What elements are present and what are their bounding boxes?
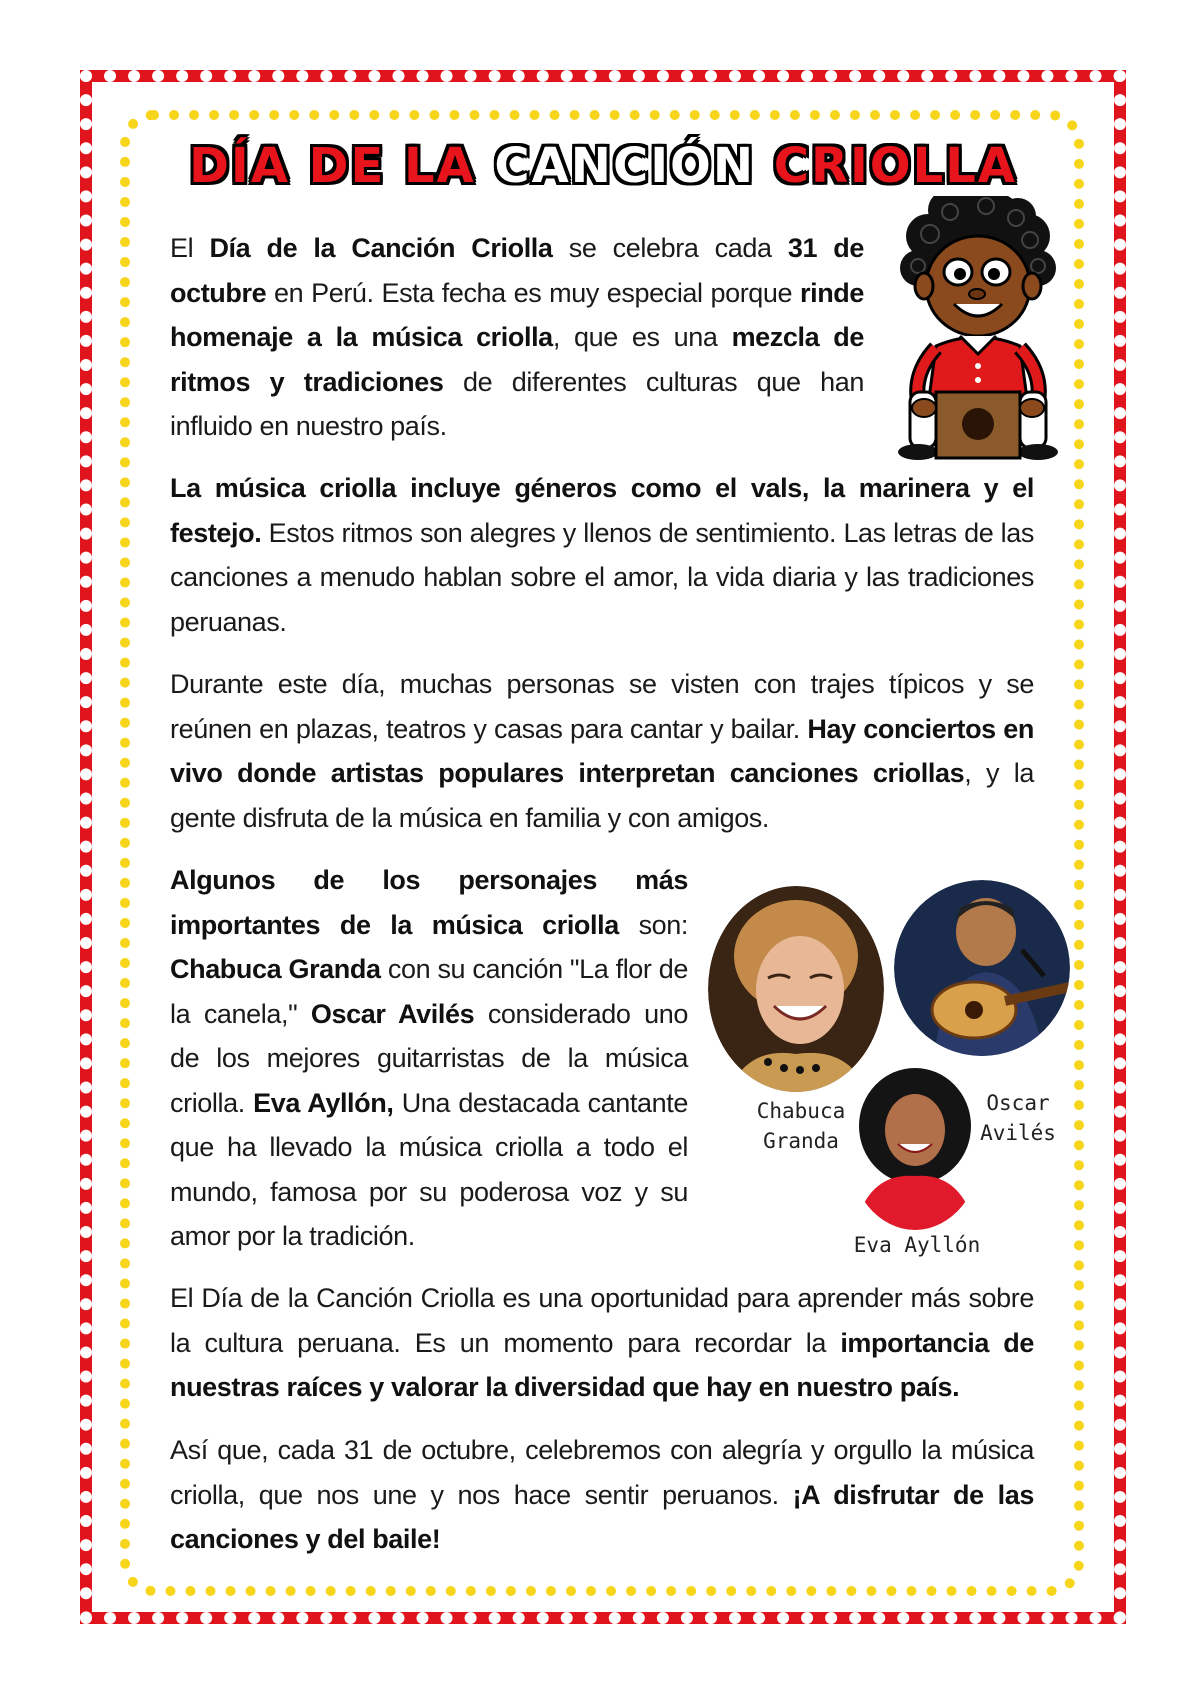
text-run-1: son: <box>618 909 689 940</box>
text-run-6: , que es una <box>552 322 732 352</box>
text-run-0: Así que, cada 31 de octubre, celebremos con alegría y orgullo la música criolla, que nos une y nos hace sentir peruanos. <box>170 1435 1034 1510</box>
paragraph-celebration <box>170 662 1034 840</box>
text-run-3: con su canción "La flor de la canela," <box>170 954 688 1029</box>
title-part-1: DÍA DE LA <box>189 138 495 194</box>
text-run-8: de diferentes culturas que han influido en nuestro país. <box>170 366 864 441</box>
bold-run-2: Chabuca Granda <box>170 954 381 984</box>
text-run-4: en Perú. Esta fecha es muy especial porque <box>266 277 800 308</box>
oscar-label <box>970 1088 1066 1148</box>
eva-label: Eva Ayllón <box>853 1233 981 1257</box>
bold-run-0: Algunos de los personajes más importantes de la música criolla <box>170 865 688 940</box>
oscar-label-line-2: Avilés <box>980 1121 1056 1145</box>
title-part-2: CANCIÓN <box>494 138 774 194</box>
bold-run-1: ¡A disfrutar de las canciones y del baile! <box>170 1479 1034 1554</box>
eva-aylion-photo <box>848 1064 982 1230</box>
page-title <box>0 138 1200 194</box>
text-run-1: Estos ritmos son alegres y llenos de sentimiento. Las letras de las canciones a menudo hablan sobre el amor, la vida diaria y las tradiciones peruanas. <box>170 517 1034 637</box>
paragraph-culture <box>170 1276 1034 1410</box>
chabuca-label-line-2: Granda <box>763 1129 839 1153</box>
bold-run-3: 31 de octubre <box>170 233 865 308</box>
text-run-2: , y la gente disfruta de la música en familia y con amigos. <box>170 758 1034 833</box>
bold-run-0: La música criolla incluye géneros como el vals, la marinera y el festejo. <box>170 473 1034 548</box>
bold-run-6: Eva Ayllón, <box>253 1087 394 1118</box>
oscar-aviles-photo <box>894 880 1070 1056</box>
bold-run-7: mezcla de ritmos y tradiciones <box>170 322 865 397</box>
chabuca-label-line-1: Chabuca <box>756 1099 846 1123</box>
text-run-0: El <box>170 233 210 263</box>
bold-run-1: importancia de nuestras raíces y valorar la diversidad que hay en nuestro país. <box>170 1327 1034 1402</box>
paragraph-artists <box>170 858 688 1259</box>
title-part-3: CRIOLLA <box>773 138 1017 194</box>
text-run-7: Una destacada cantante que ha llevado la música criolla a todo el mundo, famosa por su poderosa voz y su amor por la tradición. <box>170 1087 688 1251</box>
chabuca-granda-photo <box>708 886 884 1092</box>
cajon-kid-illustration <box>888 196 1068 462</box>
text-run-5: considerado uno de los mejores guitarristas de la música criolla. <box>170 998 688 1118</box>
bold-run-1: Día de la Canción Criolla <box>209 233 553 263</box>
paragraph-genres <box>170 466 1034 644</box>
text-run-0: El Día de la Canción Criolla es una oportunidad para aprender más sobre la cultura peruana. Es un momento para recordar la <box>170 1283 1034 1358</box>
bold-run-5: rinde homenaje a la música criolla <box>170 277 864 352</box>
paragraph-closing <box>170 1428 1034 1562</box>
chabuca-label <box>748 1096 854 1156</box>
paragraph-intro <box>170 226 864 449</box>
text-run-2: se celebra cada <box>552 233 788 263</box>
bold-run-1: Hay conciertos en vivo donde artistas populares interpretan canciones criollas <box>170 713 1034 788</box>
text-run-0: Durante este día, muchas personas se visten con trajes típicos y se reúnen en plazas, teatros y casas para cantar y bailar. <box>170 669 1034 744</box>
bold-run-4: Oscar Avilés <box>310 998 475 1029</box>
oscar-label-line-1: Oscar <box>986 1091 1050 1115</box>
